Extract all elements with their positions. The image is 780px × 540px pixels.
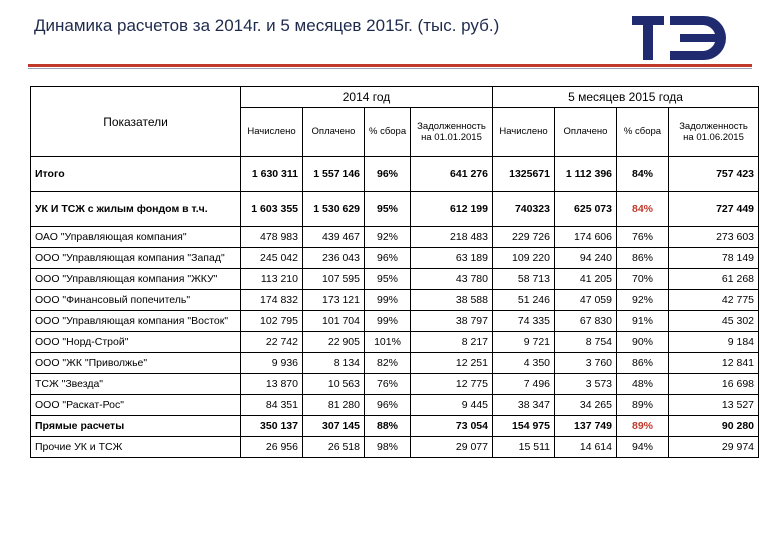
table-cell: 41 205 <box>555 269 617 290</box>
table-cell: 99% <box>365 290 411 311</box>
table-cell: 13 527 <box>669 395 759 416</box>
table-cell: 96% <box>365 395 411 416</box>
table-cell: 102 795 <box>241 311 303 332</box>
table-cell: 13 870 <box>241 374 303 395</box>
table-cell: 89% <box>617 395 669 416</box>
table-cell: 4 350 <box>493 353 555 374</box>
table-cell: 51 246 <box>493 290 555 311</box>
table-cell: 47 059 <box>555 290 617 311</box>
col-header: % сбора <box>617 108 669 157</box>
table-cell: 92% <box>617 290 669 311</box>
table-cell: 8 134 <box>303 353 365 374</box>
table-row <box>31 269 759 290</box>
table-cell: 641 276 <box>411 157 493 192</box>
table-cell: 58 713 <box>493 269 555 290</box>
table-row <box>31 311 759 332</box>
table-cell: 16 698 <box>669 374 759 395</box>
table-cell: 9 721 <box>493 332 555 353</box>
row-label: Прочие УК и ТСЖ <box>31 437 241 458</box>
table-cell: 9 936 <box>241 353 303 374</box>
table-cell: 22 905 <box>303 332 365 353</box>
table-cell: 350 137 <box>241 416 303 437</box>
table-cell: 26 518 <box>303 437 365 458</box>
row-label: Прямые расчеты <box>31 416 241 437</box>
col-header: Начислено <box>493 108 555 157</box>
table-cell: 113 210 <box>241 269 303 290</box>
table-cell: 99% <box>365 311 411 332</box>
table-cell: 1325671 <box>493 157 555 192</box>
table-row <box>31 157 759 192</box>
table-cell: 727 449 <box>669 192 759 227</box>
table-row <box>31 192 759 227</box>
col-header: Оплачено <box>555 108 617 157</box>
table-cell: 12 775 <box>411 374 493 395</box>
table-cell: 109 220 <box>493 248 555 269</box>
table-cell: 42 775 <box>669 290 759 311</box>
table-cell: 740323 <box>493 192 555 227</box>
table-cell: 154 975 <box>493 416 555 437</box>
table-cell: 29 974 <box>669 437 759 458</box>
table-cell: 95% <box>365 192 411 227</box>
table-cell: 174 606 <box>555 227 617 248</box>
table-cell: 90% <box>617 332 669 353</box>
table-cell: 218 483 <box>411 227 493 248</box>
table-cell: 8 754 <box>555 332 617 353</box>
table-cell: 48% <box>617 374 669 395</box>
table-cell: 245 042 <box>241 248 303 269</box>
table-cell: 76% <box>365 374 411 395</box>
table-cell: 95% <box>365 269 411 290</box>
row-label: ООО "Управляющая компания "Запад" <box>31 248 241 269</box>
table-cell: 76% <box>617 227 669 248</box>
header-group-2015: 5 месяцев 2015 года <box>493 87 759 108</box>
row-label: ОАО "Управляющая компания" <box>31 227 241 248</box>
row-label: ООО "Норд-Строй" <box>31 332 241 353</box>
table-cell: 88% <box>365 416 411 437</box>
table-cell: 7 496 <box>493 374 555 395</box>
table-cell: 9 445 <box>411 395 493 416</box>
table-cell: 15 511 <box>493 437 555 458</box>
table-cell: 38 347 <box>493 395 555 416</box>
table-cell: 45 302 <box>669 311 759 332</box>
table-cell: 70% <box>617 269 669 290</box>
table-cell: 86% <box>617 353 669 374</box>
table-cell: 81 280 <box>303 395 365 416</box>
row-label: ООО "Раскат-Рос" <box>31 395 241 416</box>
table-cell: 91% <box>617 311 669 332</box>
table-row <box>31 248 759 269</box>
table-cell: 84% <box>617 192 669 227</box>
table-cell: 22 742 <box>241 332 303 353</box>
table-cell: 94 240 <box>555 248 617 269</box>
table-cell: 96% <box>365 248 411 269</box>
row-label: Итого <box>31 157 241 192</box>
table-row <box>31 332 759 353</box>
table-cell: 10 563 <box>303 374 365 395</box>
table-cell: 12 841 <box>669 353 759 374</box>
table-cell: 43 780 <box>411 269 493 290</box>
table-cell: 1 630 311 <box>241 157 303 192</box>
table-cell: 78 149 <box>669 248 759 269</box>
table-cell: 137 749 <box>555 416 617 437</box>
col-header: Задолженность на 01.01.2015 <box>411 108 493 157</box>
te-logo-icon <box>632 16 732 60</box>
table-cell: 174 832 <box>241 290 303 311</box>
header-divider-grey <box>28 68 752 69</box>
table-cell: 63 189 <box>411 248 493 269</box>
row-label: ТСЖ "Звезда" <box>31 374 241 395</box>
table-cell: 84% <box>617 157 669 192</box>
table-cell: 101 704 <box>303 311 365 332</box>
table-cell: 1 530 629 <box>303 192 365 227</box>
col-header: Задолженность на 01.06.2015 <box>669 108 759 157</box>
table-cell: 107 595 <box>303 269 365 290</box>
table-cell: 273 603 <box>669 227 759 248</box>
table-cell: 229 726 <box>493 227 555 248</box>
table-cell: 3 760 <box>555 353 617 374</box>
page-title: Динамика расчетов за 2014г. и 5 месяцев 2015г. (тыс. руб.) <box>34 16 500 35</box>
header-divider-red <box>28 64 752 67</box>
table-cell: 86% <box>617 248 669 269</box>
table-cell: 8 217 <box>411 332 493 353</box>
table-cell: 3 573 <box>555 374 617 395</box>
table-cell: 173 121 <box>303 290 365 311</box>
col-header: Начислено <box>241 108 303 157</box>
table-cell: 478 983 <box>241 227 303 248</box>
table-cell: 38 588 <box>411 290 493 311</box>
table-cell: 98% <box>365 437 411 458</box>
header-group-2014: 2014 год <box>241 87 493 108</box>
table-cell: 9 184 <box>669 332 759 353</box>
row-label: ООО "Управляющая компания "ЖКУ" <box>31 269 241 290</box>
table-cell: 1 112 396 <box>555 157 617 192</box>
table-row <box>31 290 759 311</box>
row-label: УК И ТСЖ с жилым фондом в т.ч. <box>31 192 241 227</box>
table-cell: 439 467 <box>303 227 365 248</box>
table-cell: 90 280 <box>669 416 759 437</box>
table-cell: 94% <box>617 437 669 458</box>
table-cell: 1 557 146 <box>303 157 365 192</box>
table-cell: 74 335 <box>493 311 555 332</box>
table-cell: 96% <box>365 157 411 192</box>
table-row <box>31 374 759 395</box>
row-label: ООО "ЖК "Приволжье" <box>31 353 241 374</box>
row-label: ООО "Управляющая компания "Восток" <box>31 311 241 332</box>
table-cell: 101% <box>365 332 411 353</box>
row-label: ООО "Финансовый попечитель" <box>31 290 241 311</box>
table-cell: 92% <box>365 227 411 248</box>
settlements-table <box>30 86 759 458</box>
table-cell: 38 797 <box>411 311 493 332</box>
table-cell: 1 603 355 <box>241 192 303 227</box>
table-cell: 307 145 <box>303 416 365 437</box>
header-pokazateli: Показатели <box>31 87 241 157</box>
table-cell: 73 054 <box>411 416 493 437</box>
col-header: % сбора <box>365 108 411 157</box>
table-row <box>31 227 759 248</box>
table-cell: 612 199 <box>411 192 493 227</box>
table-cell: 61 268 <box>669 269 759 290</box>
table-cell: 89% <box>617 416 669 437</box>
col-header: Оплачено <box>303 108 365 157</box>
table-cell: 84 351 <box>241 395 303 416</box>
table-row <box>31 437 759 458</box>
table-cell: 14 614 <box>555 437 617 458</box>
table-row <box>31 416 759 437</box>
table-row <box>31 353 759 374</box>
table-cell: 29 077 <box>411 437 493 458</box>
table-cell: 236 043 <box>303 248 365 269</box>
table-row <box>31 395 759 416</box>
table-cell: 34 265 <box>555 395 617 416</box>
table-cell: 12 251 <box>411 353 493 374</box>
table-cell: 757 423 <box>669 157 759 192</box>
table-cell: 67 830 <box>555 311 617 332</box>
table-cell: 82% <box>365 353 411 374</box>
table-cell: 625 073 <box>555 192 617 227</box>
table-cell: 26 956 <box>241 437 303 458</box>
